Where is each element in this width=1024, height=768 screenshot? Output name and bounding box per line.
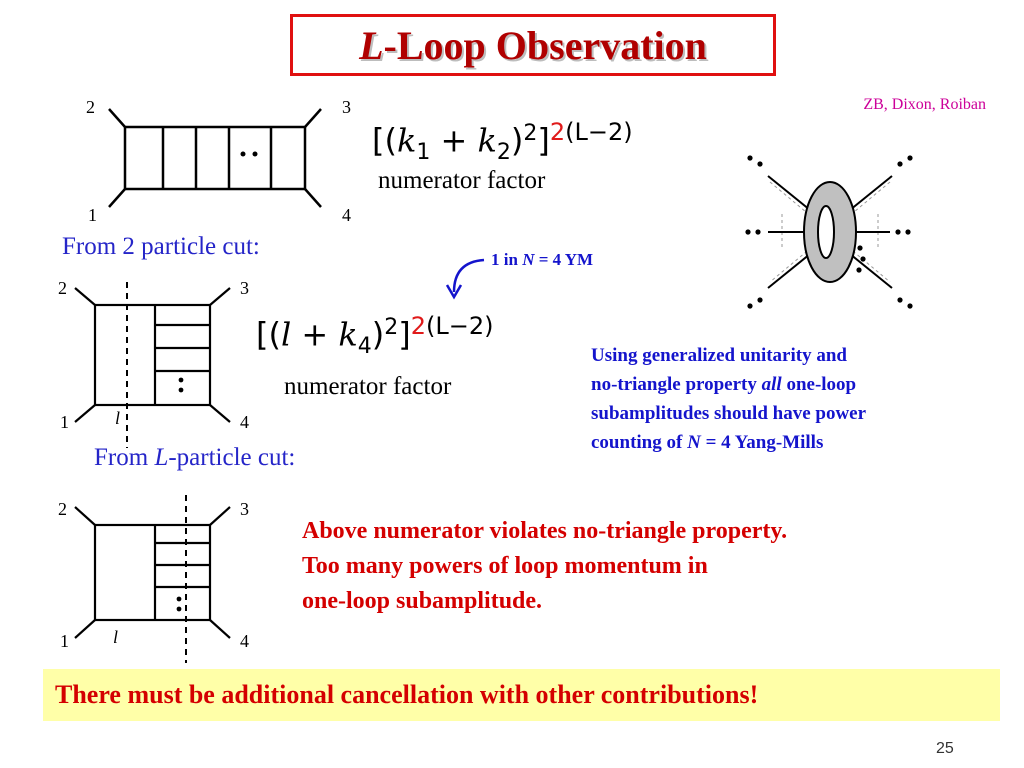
leg-label-3: 3 bbox=[342, 97, 351, 117]
loop-momentum-label: l bbox=[113, 627, 119, 647]
leg-label-3: 3 bbox=[240, 499, 249, 519]
l-particle-cut-diagram bbox=[55, 495, 285, 670]
leg-label-2: 2 bbox=[58, 278, 67, 298]
leg-label-1: 1 bbox=[60, 631, 69, 651]
conclusion-banner: There must be additional cancellation with other contributions! bbox=[43, 669, 1000, 721]
formula-ladder: $[(k_1 + k_2)^2]^{2(L-2)}$ bbox=[372, 118, 633, 166]
leg-label-2: 2 bbox=[58, 499, 67, 519]
leg-label-3: 3 bbox=[240, 278, 249, 298]
leg-label-2: 2 bbox=[86, 97, 95, 117]
loop-momentum-label: l bbox=[115, 408, 121, 428]
one-loop-blob-icon bbox=[740, 152, 920, 312]
ym-note: 1 in N = 4 YM bbox=[491, 250, 594, 269]
ladder-diagram-1 bbox=[80, 95, 360, 235]
leg-label-1: 1 bbox=[60, 412, 69, 432]
formula-two-particle: $[(l + k_4)^2]^{2(L-2)}$ bbox=[256, 312, 494, 360]
page-number: 25 bbox=[936, 740, 954, 757]
leg-label-1: 1 bbox=[88, 205, 97, 225]
leg-label-4: 4 bbox=[240, 631, 249, 651]
violation-note: Above numerator violates no-triangle property. Too many powers of loop momentum in one-loop subamplitude. bbox=[302, 518, 788, 614]
unitarity-note: Using generalized unitarity and no-triangle property all one-loop subamplitudes should have power counting of N = 4 Yang-Mills bbox=[591, 345, 867, 453]
citation-credit: ZB, Dixon, Roiban bbox=[863, 96, 986, 113]
curved-arrow-icon bbox=[440, 252, 490, 302]
leg-label-4: 4 bbox=[342, 205, 351, 225]
numerator-factor-label-1: numerator factor bbox=[378, 167, 546, 194]
leg-label-4: 4 bbox=[240, 412, 249, 432]
page-title: L -Loop Observation bbox=[290, 14, 776, 76]
l-particle-cut-caption: From L-particle cut: bbox=[94, 444, 296, 471]
two-particle-cut-caption: From 2 particle cut: bbox=[62, 233, 260, 260]
two-particle-cut-diagram bbox=[55, 280, 285, 450]
numerator-factor-label-2: numerator factor bbox=[284, 373, 452, 400]
